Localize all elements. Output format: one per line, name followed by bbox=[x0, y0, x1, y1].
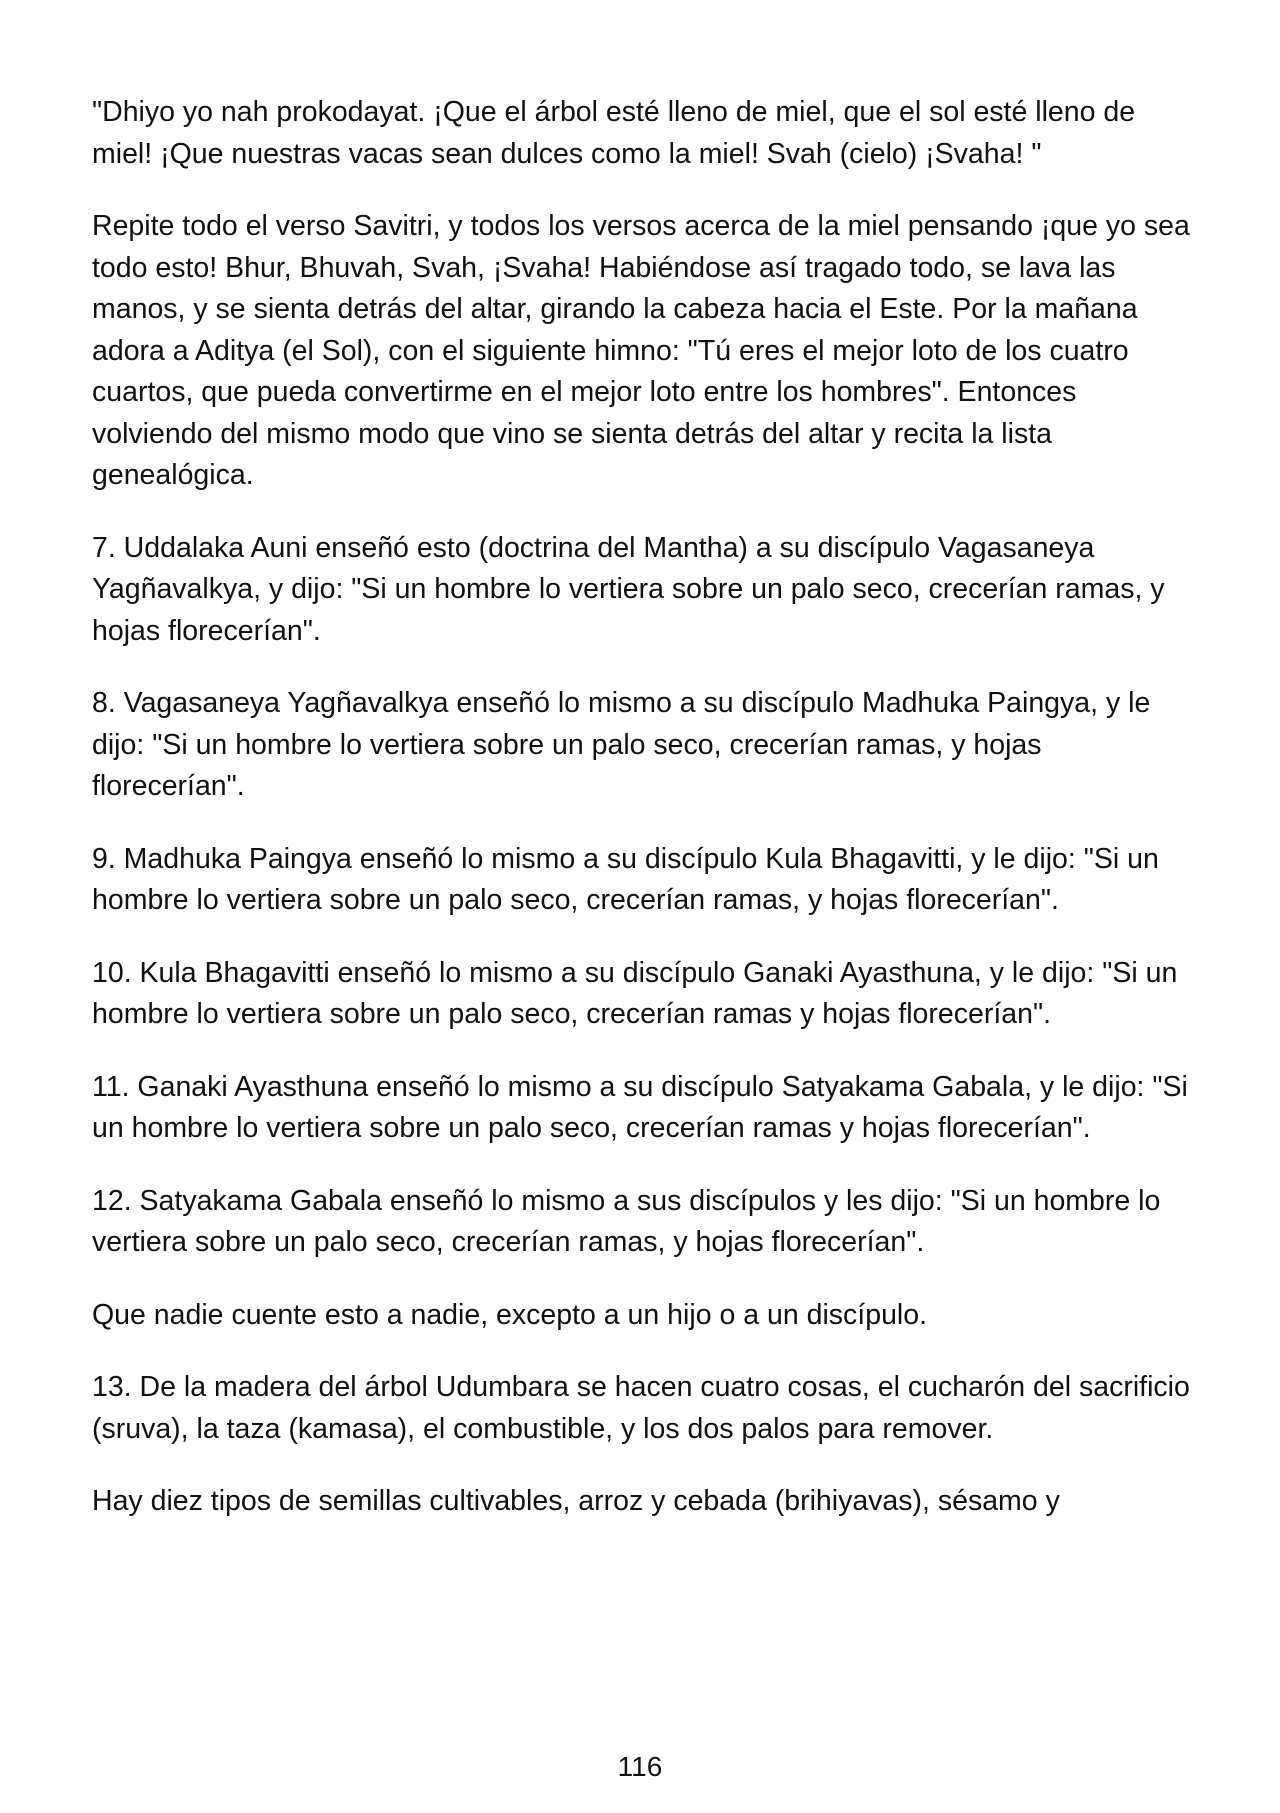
document-page bbox=[92, 92, 1202, 1554]
paragraph-11: 11. Ganaki Ayasthuna enseñó lo mismo a su discípulo Satyakama Gabala, y le dijo: "Si un hombre lo vertiera sobre un palo seco, crecerían ramas y hojas florecerían". bbox=[92, 1070, 1188, 1144]
paragraph-12: 12. Satyakama Gabala enseñó lo mismo a sus discípulos y les dijo: "Si un hombre lo vertiera sobre un palo seco, crecerían ramas, y hojas florecerían". bbox=[92, 1184, 1161, 1258]
paragraph-10: 10. Kula Bhagavitti enseñó lo mismo a su discípulo Ganaki Ayasthuna, y le dijo: "Si un hombre lo vertiera sobre un palo seco, crecerían ramas y hojas florecerían". bbox=[92, 956, 1178, 1030]
paragraph-7: 7. Uddalaka Auni enseñó esto (doctrina del Mantha) a su discípulo Vagasaneya Yagñavalkya, y dijo: "Si un hombre lo vertiera sobre un palo seco, crecerían ramas, y hojas florecerían". bbox=[92, 531, 1165, 647]
paragraph-8: 8. Vagasaneya Yagñavalkya enseñó lo mismo a su discípulo Madhuka Paingya, y le dijo: "Si un hombre lo vertiera sobre un palo seco, crecerían ramas, y hojas florecerían". bbox=[92, 687, 1151, 802]
paragraph-secrecy: Que nadie cuente esto a nadie, excepto a un hijo o a un discípulo. bbox=[92, 1298, 928, 1331]
paragraph-9: 9. Madhuka Paingya enseñó lo mismo a su discípulo Kula Bhagavitti, y le dijo: "Si un hombre lo vertiera sobre un palo seco, crecerían ramas, y hojas florecerían". bbox=[92, 842, 1159, 916]
paragraph-seeds: Hay diez tipos de semillas cultivables, arroz y cebada (brihiyavas), sésamo y bbox=[92, 1485, 1060, 1517]
paragraph-savitri-verse: Repite todo el verso Savitri, y todos los versos acerca de la miel pensando ¡que yo sea todo esto! Bhur, Bhuvah, Svah, ¡Svaha! Habiéndose así tragado todo, se lava las manos, y se sienta detrás del altar, girando la cabeza hacia el Este. Por la mañana adora a Aditya (el Sol), con el siguiente himno: "Tú eres el mejor loto de los cuatro cuartos, que pueda convertirme en el mejor loto entre los hombres". Entonces volviendo del mismo modo que vino se sienta detrás del altar y recita la lista genealógica. bbox=[92, 210, 1190, 491]
paragraph-dhiyo-verse: "Dhiyo yo nah prokodayat. ¡Que el árbol esté lleno de miel, que el sol esté lleno de miel! ¡Que nuestras vacas sean dulces como la miel! Svah (cielo) ¡Svaha! " bbox=[92, 96, 1136, 170]
page-number: 116 bbox=[617, 1751, 663, 1782]
paragraph-13: 13. De la madera del árbol Udumbara se hacen cuatro cosas, el cucharón del sacrificio (sruva), la taza (kamasa), el combustible, y los dos palos para remover. bbox=[92, 1371, 1190, 1445]
